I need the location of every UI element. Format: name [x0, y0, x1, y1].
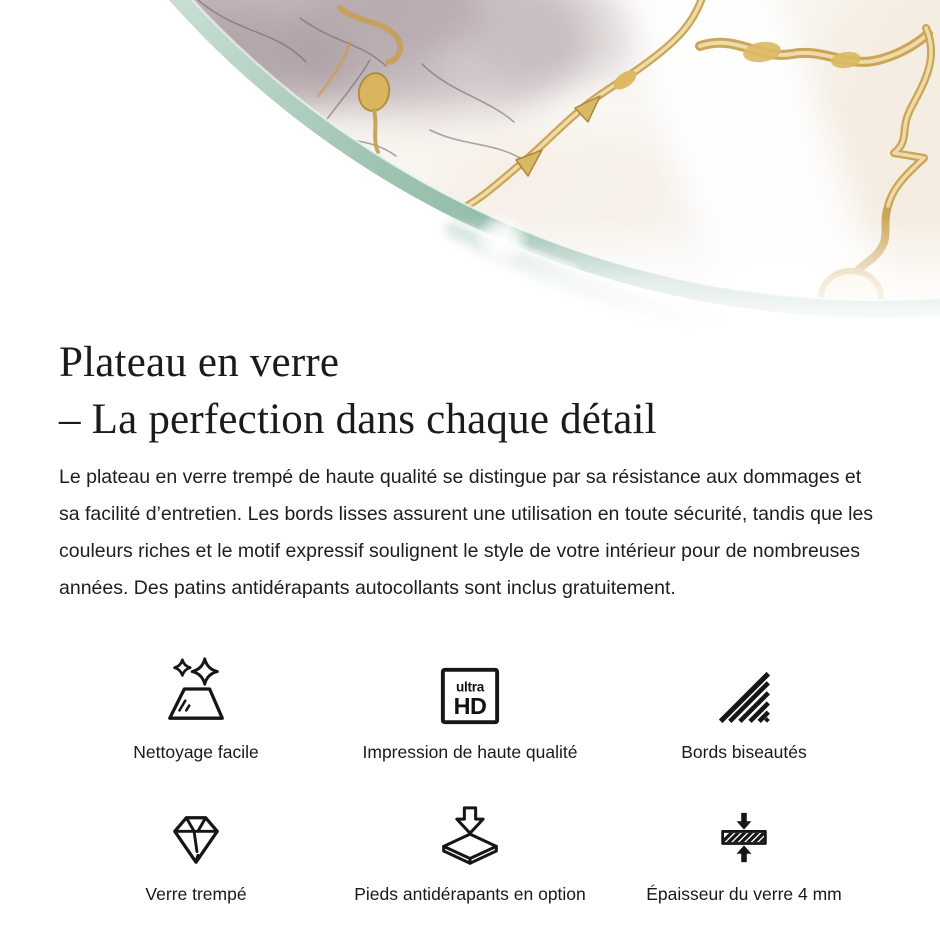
photo-bottom-fade — [0, 215, 940, 334]
page-title — [59, 334, 881, 448]
feature-glass-thickness — [607, 793, 881, 905]
product-description-text: Le plateau en verre trempé de haute qualité se distingue par sa résistance aux dommages et sa facilité d’entretien. Les bords lisses assurent une utilisation en toute sécurité, tandis que les couleurs riches et le motif expressif soulignent le style de votre intérieur pour de nombreuses années. Des patins antidérapants autocollants sont inclus gratuitement. — [59, 466, 874, 599]
feature-anti-slip-pads — [333, 793, 607, 905]
feature-label: Bords biseautés — [681, 742, 807, 762]
diamond-icon — [165, 811, 227, 867]
feature-easy-cleaning — [59, 651, 333, 763]
anti-slip-pads-icon — [436, 805, 504, 867]
beveled-edge-icon — [717, 670, 772, 725]
feature-label: Épaisseur du verre 4 mm — [646, 884, 842, 904]
page-title-line2: – La perfection dans chaque détail — [59, 396, 657, 443]
feature-label: Verre trempé — [145, 884, 247, 904]
glass-thickness-icon — [718, 807, 770, 867]
product-description-section — [0, 334, 940, 905]
ultra-hd-icon-text-small: ultra — [456, 679, 484, 695]
ultra-hd-icon — [440, 667, 500, 725]
glass-table-photo — [0, 0, 940, 334]
feature-grid — [59, 651, 881, 905]
feature-label: Pieds antidérapants en option — [354, 884, 586, 904]
feature-label: Nettoyage facile — [133, 742, 259, 762]
ultra-hd-icon-text-large: HD — [453, 692, 487, 719]
feature-label: Impression de haute qualité — [362, 742, 578, 762]
product-photo — [0, 0, 940, 334]
feature-tempered-glass — [59, 793, 333, 905]
feature-high-quality-print — [333, 651, 607, 763]
page-title-line1: Plateau en verre — [59, 339, 340, 386]
sparkle-surface-icon — [157, 655, 235, 725]
feature-beveled-edges — [607, 651, 881, 763]
